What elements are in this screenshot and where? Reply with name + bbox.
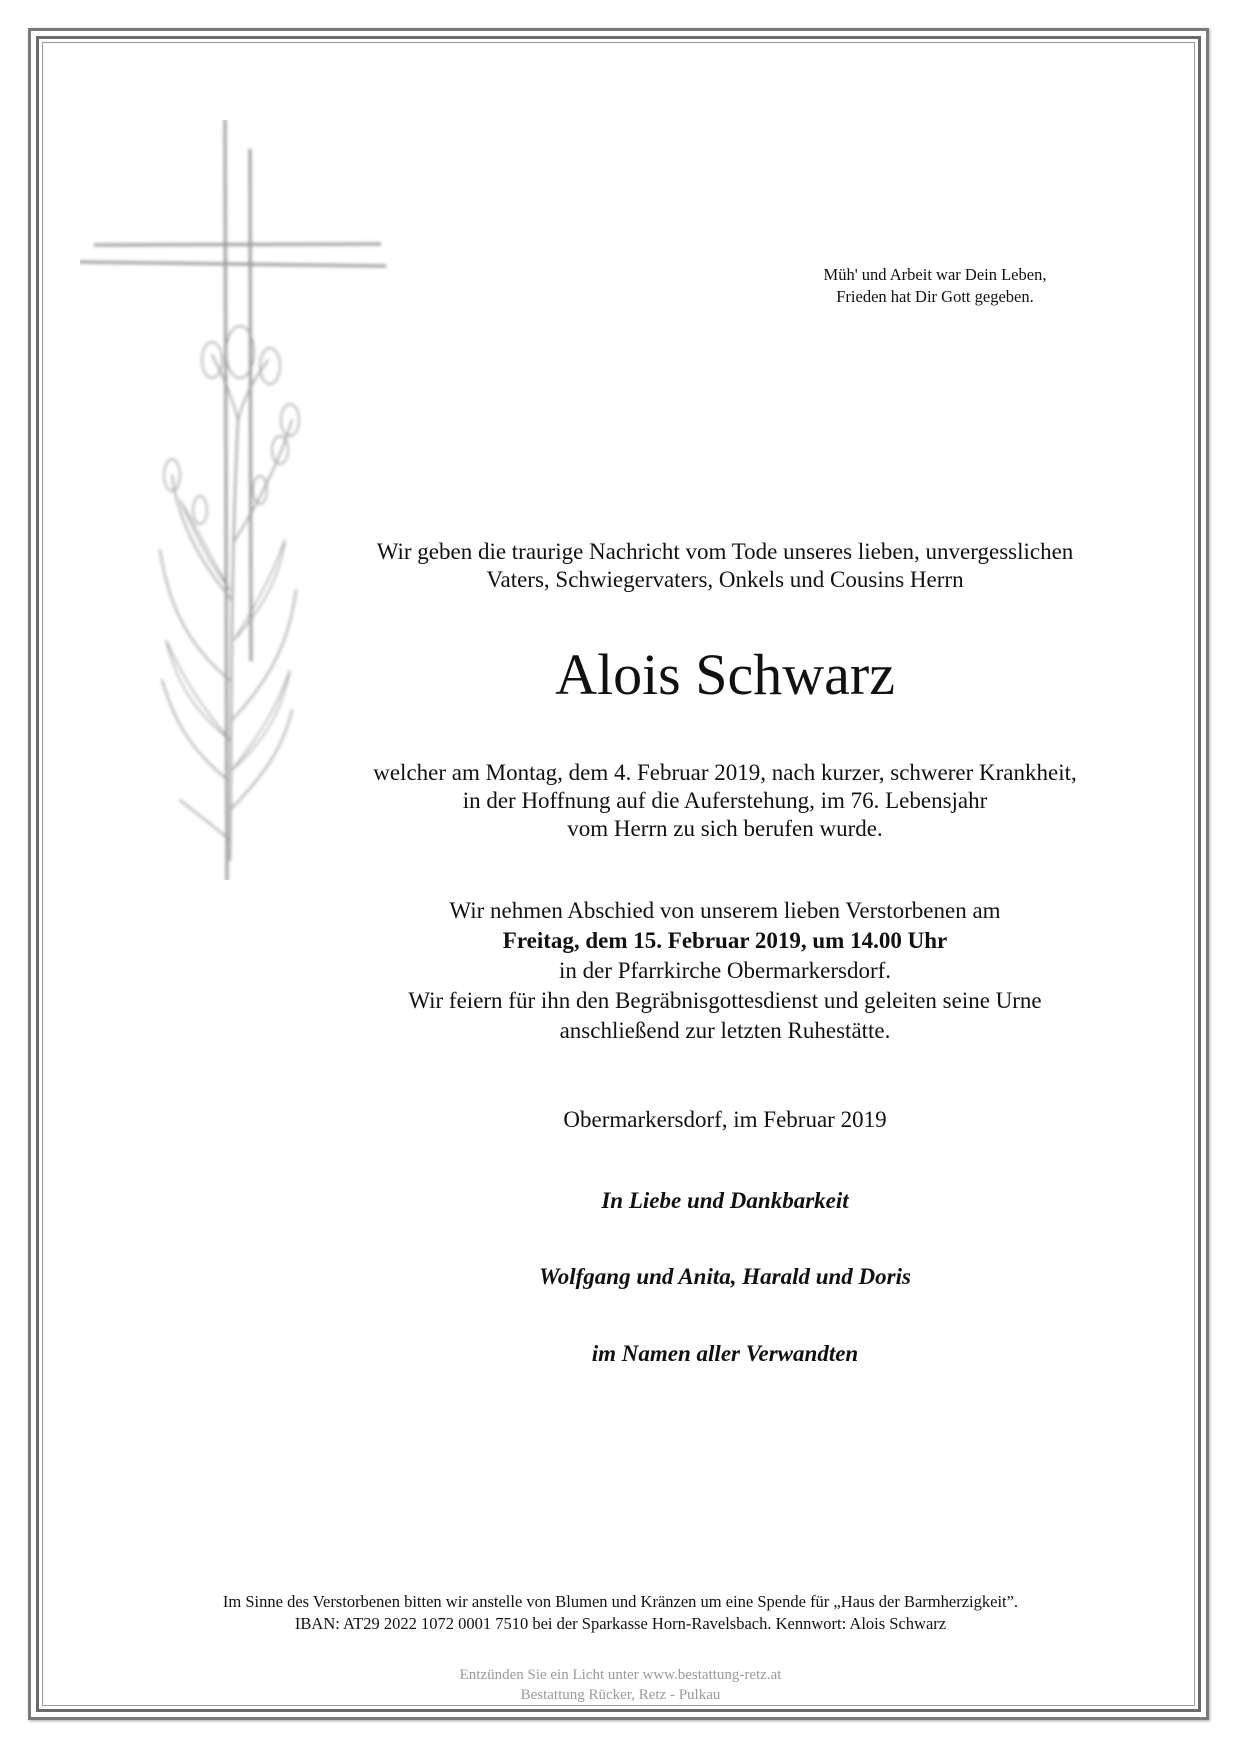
farewell-details bbox=[300, 896, 1150, 1046]
farewell-line: anschließend zur letzten Ruhestätte. bbox=[559, 1018, 891, 1043]
service-date-time: Freitag, dem 15. Februar 2019, um 14.00 Uhr bbox=[502, 928, 948, 953]
closing-phrase: In Liebe und Dankbarkeit bbox=[601, 1188, 849, 1213]
motto bbox=[760, 264, 1110, 308]
death-notice-line: welcher am Montag, dem 4. Februar 2019, nach kurzer, schwerer Krankheit, bbox=[373, 760, 1077, 785]
intro-text bbox=[300, 538, 1150, 594]
death-notice-line: in der Hoffnung auf die Auferstehung, im 76. Lebensjahr bbox=[462, 788, 988, 813]
motto-line: Frieden hat Dir Gott gegeben. bbox=[836, 287, 1034, 306]
farewell-line: Wir nehmen Abschied von unserem lieben Verstorbenen am bbox=[449, 898, 1001, 923]
farewell-line: in der Pfarrkirche Obermarkersdorf. bbox=[558, 958, 892, 983]
footer-link-text: Entzünden Sie ein Licht unter www.bestattung-retz.at bbox=[459, 1667, 782, 1683]
motto-line: Müh' und Arbeit war Dein Leben, bbox=[823, 265, 1047, 284]
family-names: Wolfgang und Anita, Harald und Doris bbox=[539, 1264, 911, 1289]
footer bbox=[60, 1665, 1181, 1705]
footer-company: Bestattung Rücker, Retz - Pulkau bbox=[520, 1687, 721, 1703]
donation-iban-line: IBAN: AT29 2022 1072 0001 7510 bei der Sparkasse Horn-Ravelsbach. Kennwort: Alois Schwarz bbox=[294, 1614, 947, 1633]
farewell-line: Wir feiern für ihn den Begräbnisgottesdienst und geleiten seine Urne bbox=[408, 988, 1042, 1013]
donation-request bbox=[60, 1591, 1181, 1635]
death-notice-line: vom Herrn zu sich berufen wurde. bbox=[567, 816, 883, 841]
donation-line: Im Sinne des Verstorbenen bitten wir anstelle von Blumen und Kränzen um eine Spende für „Haus der Barmherzigkeit”. bbox=[222, 1592, 1019, 1611]
intro-line: Vaters, Schwiegervaters, Onkels und Cousins Herrn bbox=[486, 567, 964, 592]
deceased-name: Alois Schwarz bbox=[555, 642, 895, 707]
intro-line: Wir geben die traurige Nachricht vom Tode unseres lieben, unvergesslichen bbox=[376, 539, 1074, 564]
place-date: Obermarkersdorf, im Februar 2019 bbox=[563, 1107, 887, 1132]
relatives-note: im Namen aller Verwandten bbox=[591, 1341, 859, 1366]
death-notice bbox=[300, 759, 1150, 843]
